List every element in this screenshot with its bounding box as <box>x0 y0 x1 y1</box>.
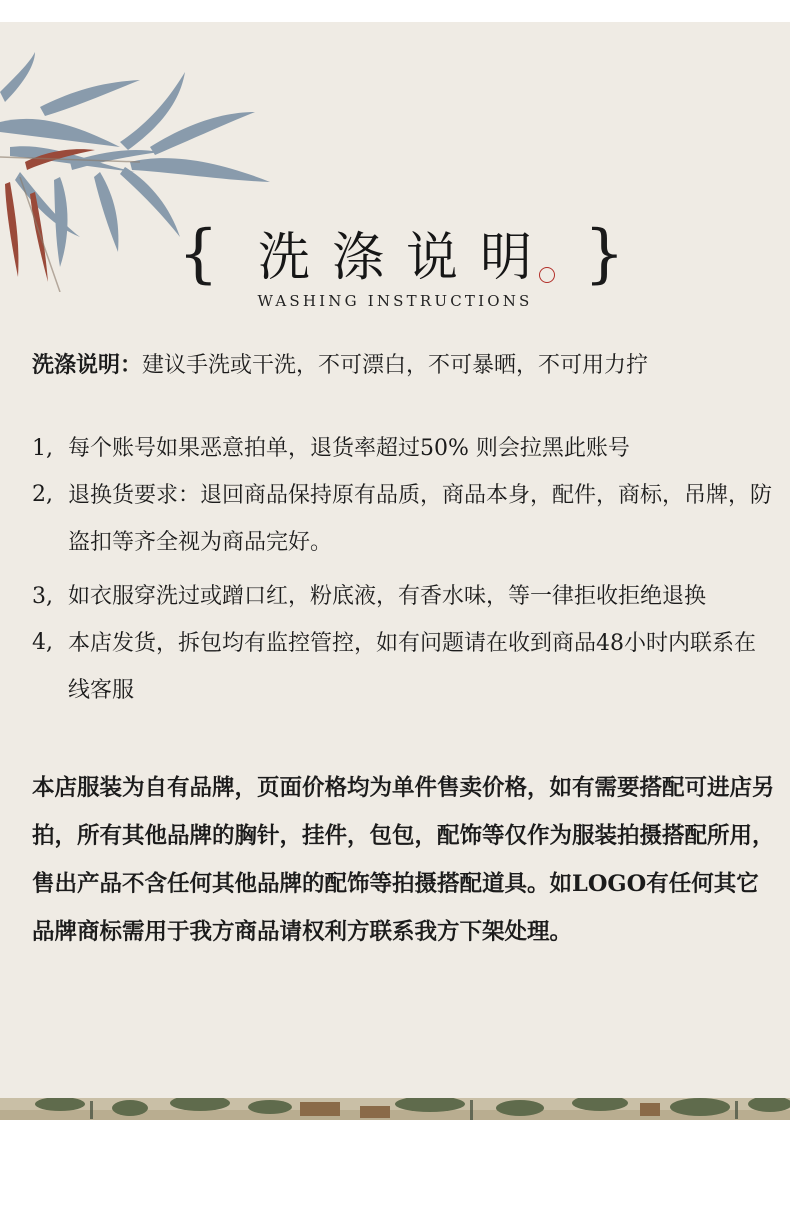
landscape-painting-strip <box>0 1098 790 1120</box>
rule-number: 1, <box>32 436 53 461</box>
list-item <box>32 480 777 566</box>
page-title: 洗涤说明 <box>257 228 554 288</box>
list-item <box>32 434 777 464</box>
seal-circle <box>539 267 555 283</box>
brand-notice: 本店服装为自有品牌，页面价格均为单件售卖价格，如有需要搭配可进店另拍，所有其他品牌的胸针，挂件，包包，配饰等仅作为服装拍摄搭配所用，售出产品不含任何其他品牌的配饰等拍摄搭配道具。如LOGO有任何其它品牌商标需用于我方商品请权利方联系我方下架处理。 <box>32 775 775 945</box>
rule-number: 2, <box>32 482 53 507</box>
list-item <box>32 582 777 612</box>
rules-list <box>32 434 777 730</box>
paper-background <box>0 22 790 1098</box>
intro-paragraph <box>32 350 777 381</box>
rule-text: 本店发货，拆包均有监控管控，如有问题请在收到商品48小时内联系在线客服 <box>68 631 756 703</box>
title-block <box>0 217 790 302</box>
rule-number: 3, <box>32 584 53 609</box>
rule-text: 每个账号如果恶意拍单，退货率超过50% 则会拉黑此账号 <box>68 436 630 461</box>
page-subtitle: WASHING INSTRUCTIONS <box>257 292 533 310</box>
right-brace: } <box>584 217 625 291</box>
rule-text: 退换货要求：退回商品保持原有品质，商品本身，配件，商标，吊牌，防盗扣等齐全视为商品完好。 <box>68 483 773 555</box>
rule-number: 4, <box>32 630 53 655</box>
intro-label: 洗涤说明： <box>32 352 143 378</box>
left-brace: { <box>178 217 219 291</box>
list-item <box>32 628 777 714</box>
rule-text: 如衣服穿洗过或蹭口红，粉底液，有香水味，等一律拒收拒绝退换 <box>68 584 707 609</box>
intro-text: 建议手洗或干洗，不可漂白，不可暴晒，不可用力拧 <box>142 353 649 378</box>
